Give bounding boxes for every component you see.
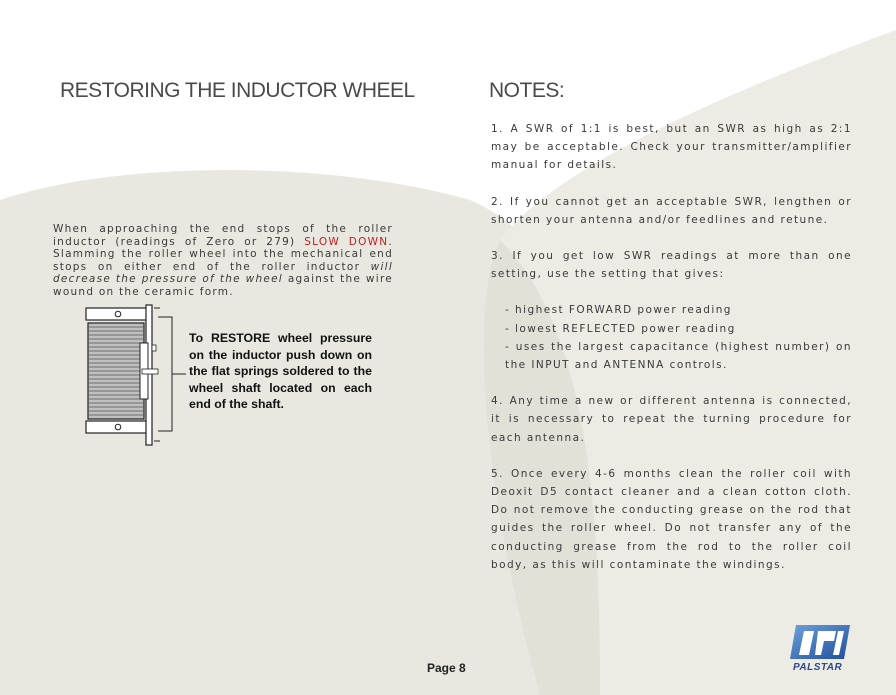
roller-inductor-diagram (78, 303, 188, 448)
intro-paragraph (53, 223, 393, 298)
intro-text-1: When approaching the end stops of the roller inductor (readings of Zero or 279) (53, 223, 393, 248)
bullet-item: - highest FORWARD power reading (505, 304, 732, 317)
intro-italic-text: will decrease the pressure of the wheel (53, 260, 393, 285)
note-1: 1. A SWR of 1:1 is best, but an SWR as high as 2:1 may be acceptable. Check your transmitter/amplifier manual for details. (491, 123, 852, 172)
bullet-item: - uses the largest capacitance (highest number) on the INPUT and ANTENNA controls. (505, 340, 852, 372)
note-4: 4. Any time a new or different antenna is connected, it is necessary to repeat the turning procedure for each antenna. (491, 395, 852, 444)
slow-down-warning: SLOW DOWN (304, 235, 389, 248)
page-number: Page 8 (427, 661, 466, 675)
intro-text-2: . Slamming the roller wheel into the mechanical end stops on either end of the roller inductor (53, 235, 393, 273)
section-title-left: RESTORING THE INDUCTOR WHEEL (60, 79, 415, 102)
note-3-bullets (505, 301, 852, 374)
intro-text-3: against the wire wound on the ceramic form. (53, 273, 393, 298)
notes-list (491, 120, 852, 592)
notes-title: NOTES: (489, 79, 565, 102)
palstar-logo-text: PALSTAR (793, 662, 843, 673)
bullet-item: - lowest REFLECTED power reading (505, 322, 736, 335)
restore-instructions: To RESTORE wheel pressure on the inductor push down on the flat springs soldered to the wheel shaft located on each end of the shaft. (189, 331, 372, 411)
note-3: 3. If you get low SWR readings at more than one setting, use the setting that gives: (491, 250, 852, 281)
note-5: 5. Once every 4-6 months clean the roller coil with Deoxit D5 contact cleaner and a clean cotton cloth. Do not remove the conducting grease on the rod that guides the roller wheel. Do not transfer any of the conducting grease from the rod to the roller coil body, as this will contaminate the windings. (491, 467, 852, 571)
note-2: 2. If you cannot get an acceptable SWR, lengthen or shorten your antenna and/or feedlines and retune. (491, 195, 852, 226)
